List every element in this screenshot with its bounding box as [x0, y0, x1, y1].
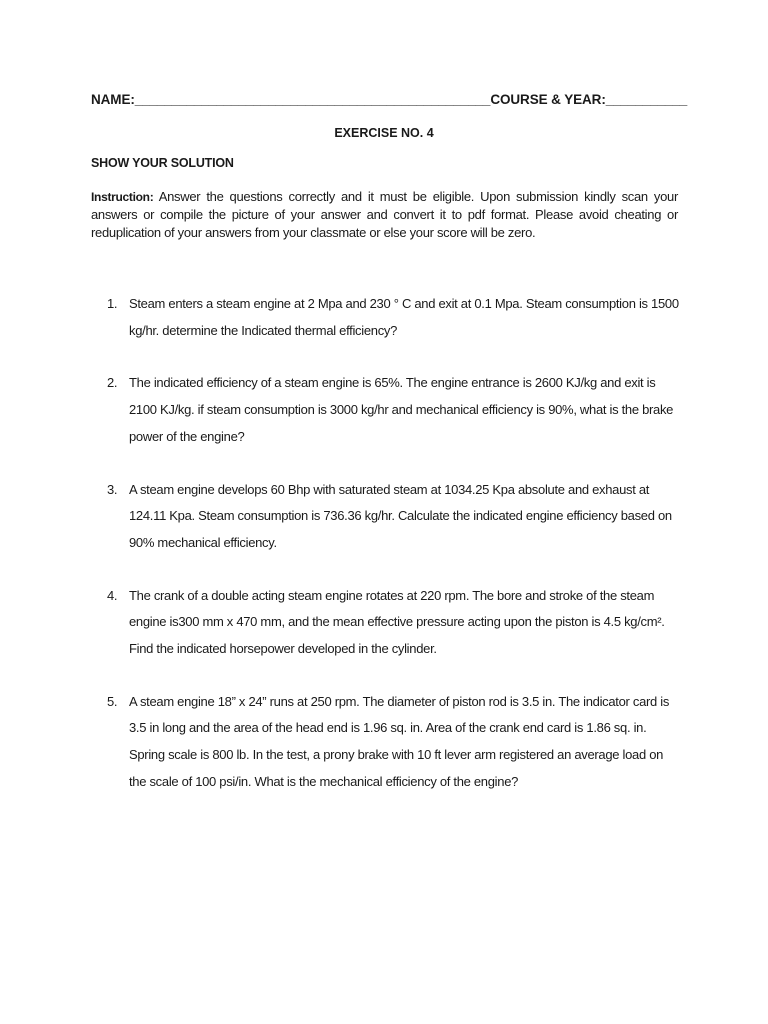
name-blank: ________________________________________________ — [134, 92, 491, 107]
course-year-blank: ___________ — [605, 92, 688, 107]
question-item — [91, 583, 681, 663]
instruction-label: Instruction: — [91, 190, 154, 204]
question-text: A steam engine develops 60 Bhp with saturated steam at 1034.25 Kpa absolute and exhaust at 124.11 Kpa. Steam consumption is 736.36 kg/hr. Calculate the indicated engine efficiency based on 90% mechanical efficiency. — [129, 481, 672, 550]
exercise-title: EXERCISE NO. 4 — [334, 126, 434, 140]
question-item — [91, 291, 681, 344]
question-number: 5. — [107, 693, 118, 709]
question-item — [91, 370, 681, 450]
instruction-text: Answer the questions correctly and it must be eligible. Upon submission kindly scan your answers or compile the picture of your answer and convert it to pdf format. Please avoid cheating or reduplication of your answers from your classmate or else your score will be zero. — [91, 189, 678, 240]
question-text: The indicated efficiency of a steam engine is 65%. The engine entrance is 2600 KJ/kg and exit is 2100 KJ/kg. if steam consumption is 3000 kg/hr and mechanical efficiency is 90%, what is the brake power of the engine? — [129, 375, 674, 444]
question-text: The crank of a double acting steam engine rotates at 220 rpm. The bore and stroke of the steam engine is300 mm x 470 mm, and the mean effective pressure acting upon the piston is 4.5 kg/cm². Find the indicated horsepower developed in the cylinder. — [129, 587, 665, 657]
course-year-label: COURSE & YEAR: — [490, 92, 606, 107]
instruction-paragraph — [91, 188, 678, 242]
header-line — [91, 92, 691, 107]
name-label: NAME: — [91, 92, 135, 107]
question-list — [91, 291, 681, 822]
question-text: A steam engine 18” x 24” runs at 250 rpm. The diameter of piston rod is 3.5 in. The indicator card is 3.5 in long and the area of the head end is 1.96 sq. in. Area of the crank end card is 1.86 sq. in. Spring scale is 800 lb. In the test, a prony brake with 10 ft lever arm registered an average load on the scale of 100 psi/in. What is the mechanical efficiency of the engine? — [129, 693, 670, 789]
question-number: 2. — [107, 375, 118, 391]
question-text: Steam enters a steam engine at 2 Mpa and 230 ° C and exit at 0.1 Mpa. Steam consumption is 1500 kg/hr. determine the Indicated thermal efficiency? — [129, 296, 679, 338]
show-solution-heading: SHOW YOUR SOLUTION — [91, 156, 234, 170]
question-item — [91, 689, 681, 796]
question-number: 4. — [107, 587, 118, 603]
question-number: 1. — [107, 296, 118, 311]
question-number: 3. — [107, 481, 118, 497]
question-item — [91, 477, 681, 557]
